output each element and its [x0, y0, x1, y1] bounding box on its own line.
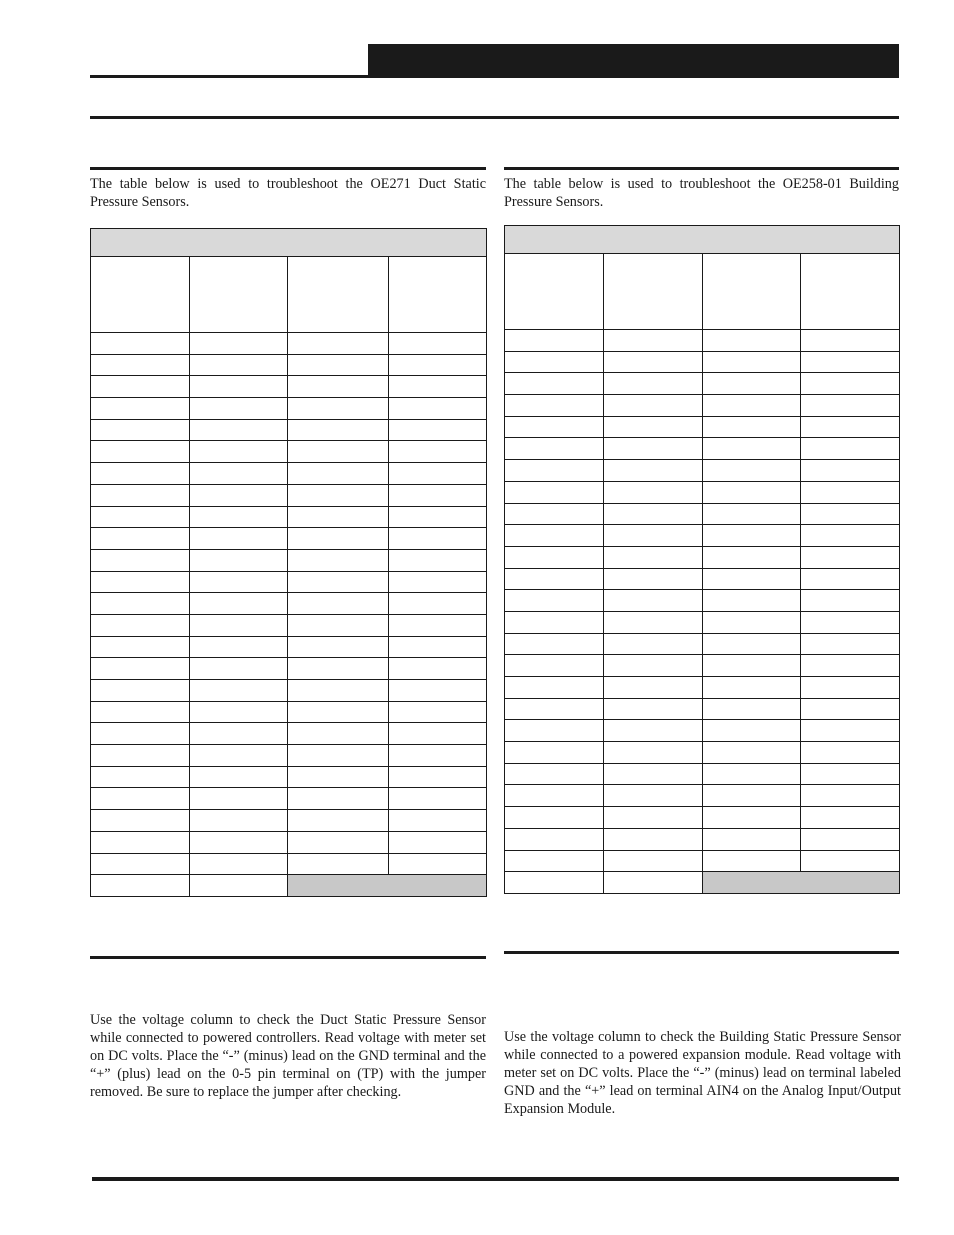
table-row	[505, 655, 900, 677]
table-cell	[190, 549, 288, 571]
table-row	[91, 398, 487, 420]
table-cell	[505, 395, 604, 417]
table-cell	[801, 611, 900, 633]
table-cell	[703, 720, 801, 742]
table-row	[505, 850, 900, 872]
table-cell	[604, 330, 703, 352]
footer-rule	[92, 1177, 899, 1181]
table-cell	[604, 655, 703, 677]
table-cell	[801, 633, 900, 655]
table-cell	[288, 766, 389, 788]
table-cell	[505, 546, 604, 568]
table-cell	[288, 528, 389, 550]
right-note-text: Use the voltage column to check the Building Static Pressure Sensor while connected to a powered expansion module. Read voltage with meter set on DC volts. Place the “-” (minus) lead on terminal labeled GND and the “+” lead on terminal AIN4 on the Analog Input/Output Expansion Module.	[504, 1029, 901, 1117]
table-row	[91, 484, 487, 506]
table-cell	[190, 571, 288, 593]
table-cell	[505, 373, 604, 395]
table-row	[91, 875, 487, 897]
table-cell	[703, 655, 801, 677]
table-header-cell	[389, 257, 487, 333]
table-cell	[389, 658, 487, 680]
table-cell	[505, 438, 604, 460]
table-cell	[288, 549, 389, 571]
table-cell	[190, 614, 288, 636]
table-cell	[389, 810, 487, 832]
table-cell	[190, 398, 288, 420]
table-cell	[91, 766, 190, 788]
table-cell	[505, 525, 604, 547]
table-header-cell	[604, 254, 703, 330]
table-row	[91, 766, 487, 788]
table-cell	[703, 416, 801, 438]
table-cell	[703, 763, 801, 785]
table-cell	[91, 528, 190, 550]
table-row	[505, 330, 900, 352]
table-cell	[505, 807, 604, 829]
table-title-cell	[505, 226, 900, 254]
table-cell	[703, 698, 801, 720]
table-cell	[288, 701, 389, 723]
table-cell	[190, 701, 288, 723]
table-row	[91, 658, 487, 680]
table-cell	[801, 763, 900, 785]
table-cell	[703, 373, 801, 395]
table-cell	[91, 810, 190, 832]
table-cell	[288, 788, 389, 810]
table-row	[505, 785, 900, 807]
table-cell	[288, 441, 389, 463]
table-cell	[801, 460, 900, 482]
table-cell	[190, 766, 288, 788]
table-cell	[91, 745, 190, 767]
table-row	[91, 419, 487, 441]
table-cell	[703, 742, 801, 764]
table-cell	[703, 611, 801, 633]
table-cell	[801, 438, 900, 460]
building-pressure-table	[504, 225, 900, 894]
table-cell	[91, 614, 190, 636]
table-cell	[190, 593, 288, 615]
table-row	[505, 872, 900, 894]
table-cell	[604, 807, 703, 829]
table-cell	[389, 354, 487, 376]
table-header-cell	[505, 254, 604, 330]
table-row	[91, 463, 487, 485]
table-cell	[703, 525, 801, 547]
table-cell	[703, 677, 801, 699]
table-cell-shaded	[703, 872, 900, 894]
duct-static-pressure-table	[90, 228, 487, 897]
table-cell	[801, 742, 900, 764]
table-row	[505, 351, 900, 373]
table-cell	[190, 658, 288, 680]
section-rule	[90, 116, 899, 119]
table-cell	[505, 590, 604, 612]
table-cell	[604, 525, 703, 547]
table-row	[505, 568, 900, 590]
table-cell	[288, 658, 389, 680]
table-cell	[604, 590, 703, 612]
table-cell	[389, 398, 487, 420]
table-cell	[801, 850, 900, 872]
table-cell	[703, 460, 801, 482]
table-cell	[288, 506, 389, 528]
table-header-cell	[91, 257, 190, 333]
table-row	[91, 831, 487, 853]
table-cell	[505, 720, 604, 742]
right-section-rule	[504, 951, 899, 954]
table-cell	[604, 546, 703, 568]
table-cell	[190, 853, 288, 875]
table-row	[91, 354, 487, 376]
table-cell	[801, 395, 900, 417]
table-row	[91, 853, 487, 875]
table-cell	[604, 763, 703, 785]
table-cell	[604, 633, 703, 655]
table-cell	[604, 351, 703, 373]
table-cell	[288, 614, 389, 636]
table-cell	[703, 351, 801, 373]
table-cell	[703, 481, 801, 503]
table-cell	[801, 720, 900, 742]
table-cell	[801, 330, 900, 352]
table-row	[505, 611, 900, 633]
table-cell	[389, 701, 487, 723]
table-row	[91, 549, 487, 571]
table-cell	[190, 788, 288, 810]
table-cell	[389, 549, 487, 571]
table-cell	[91, 506, 190, 528]
table-cell	[703, 395, 801, 417]
table-cell	[389, 484, 487, 506]
table-cell	[91, 680, 190, 702]
table-row	[505, 525, 900, 547]
table-cell-shaded	[288, 875, 487, 897]
table-cell	[389, 333, 487, 355]
table-cell	[801, 807, 900, 829]
table-cell	[91, 788, 190, 810]
table-cell	[801, 698, 900, 720]
table-cell	[389, 463, 487, 485]
table-cell	[91, 723, 190, 745]
table-cell	[604, 568, 703, 590]
table-cell	[505, 416, 604, 438]
table-cell	[91, 419, 190, 441]
table-cell	[288, 810, 389, 832]
table-cell	[505, 828, 604, 850]
header-bar	[368, 44, 899, 78]
table-cell	[801, 590, 900, 612]
table-row	[505, 633, 900, 655]
table-cell	[604, 611, 703, 633]
table-cell	[91, 853, 190, 875]
table-row	[91, 506, 487, 528]
table-cell	[190, 354, 288, 376]
table-row	[505, 828, 900, 850]
table-cell	[389, 376, 487, 398]
table-cell	[389, 853, 487, 875]
table-cell	[91, 875, 190, 897]
table-cell	[604, 742, 703, 764]
table-cell	[604, 720, 703, 742]
table-cell	[190, 419, 288, 441]
table-cell	[288, 723, 389, 745]
table-header-cell	[801, 254, 900, 330]
table-cell	[703, 546, 801, 568]
table-cell	[703, 503, 801, 525]
table-cell	[389, 571, 487, 593]
table-cell	[801, 351, 900, 373]
table-cell	[91, 484, 190, 506]
table-cell	[190, 745, 288, 767]
left-section-rule	[90, 956, 486, 959]
header-rule	[90, 75, 370, 78]
table-cell	[190, 528, 288, 550]
table-title-cell	[91, 229, 487, 257]
right-intro-text: The table below is used to troubleshoot the OE258-01 Building Pressure Sensors.	[504, 176, 899, 210]
table-cell	[389, 419, 487, 441]
table-cell	[801, 785, 900, 807]
table-row	[91, 441, 487, 463]
table-cell	[91, 593, 190, 615]
table-cell	[505, 677, 604, 699]
table-row	[91, 571, 487, 593]
table-cell	[505, 655, 604, 677]
table-cell	[703, 633, 801, 655]
table-cell	[91, 376, 190, 398]
table-cell	[801, 525, 900, 547]
table-cell	[604, 698, 703, 720]
table-row	[91, 810, 487, 832]
table-cell	[505, 351, 604, 373]
table-cell	[91, 658, 190, 680]
table-cell	[288, 853, 389, 875]
table-cell	[604, 677, 703, 699]
table-row	[505, 546, 900, 568]
table-cell	[505, 460, 604, 482]
table-row	[91, 333, 487, 355]
table-cell	[604, 438, 703, 460]
table-cell	[389, 680, 487, 702]
table-cell	[505, 785, 604, 807]
table-row	[505, 590, 900, 612]
left-intro-text: The table below is used to troubleshoot the OE271 Duct Static Pressure Sensors.	[90, 176, 486, 210]
table-row	[91, 788, 487, 810]
table-row	[91, 745, 487, 767]
table-cell	[703, 438, 801, 460]
table-cell	[389, 636, 487, 658]
table-cell	[703, 330, 801, 352]
table-cell	[505, 481, 604, 503]
table-cell	[288, 419, 389, 441]
table-cell	[505, 330, 604, 352]
left-note-text: Use the voltage column to check the Duct Static Pressure Sensor while connected to powered controllers. Read voltage with meter set on DC volts. Place the “-” (minus) lead on the GND terminal and the “+” (plus) lead on the 0-5 pin terminal on (TP) with the jumper removed. Be sure to replace the jumper after checking.	[90, 1012, 486, 1100]
table-cell	[190, 636, 288, 658]
table-row	[505, 720, 900, 742]
table-cell	[604, 850, 703, 872]
table-cell	[190, 441, 288, 463]
table-cell	[190, 463, 288, 485]
table-cell	[288, 484, 389, 506]
table-cell	[288, 593, 389, 615]
table-cell	[91, 636, 190, 658]
table-cell	[190, 680, 288, 702]
table-cell	[604, 460, 703, 482]
table-cell	[389, 745, 487, 767]
table-row	[505, 460, 900, 482]
table-cell	[703, 850, 801, 872]
left-heading-rule	[90, 167, 486, 170]
table-row	[505, 481, 900, 503]
table-row	[505, 373, 900, 395]
table-row	[91, 614, 487, 636]
table-cell	[91, 831, 190, 853]
table-cell	[190, 723, 288, 745]
table-row	[505, 416, 900, 438]
table-cell	[505, 850, 604, 872]
table-cell	[801, 546, 900, 568]
table-cell	[703, 828, 801, 850]
table-cell	[801, 568, 900, 590]
table-cell	[91, 463, 190, 485]
table-cell	[604, 373, 703, 395]
table-header-cell	[288, 257, 389, 333]
table-cell	[604, 416, 703, 438]
table-cell	[288, 636, 389, 658]
table-cell	[505, 742, 604, 764]
table-cell	[389, 528, 487, 550]
table-cell	[801, 503, 900, 525]
table-cell	[505, 633, 604, 655]
table-cell	[801, 677, 900, 699]
table-cell	[703, 785, 801, 807]
table-cell	[604, 828, 703, 850]
table-cell	[703, 568, 801, 590]
table-cell	[604, 481, 703, 503]
table-cell	[190, 831, 288, 853]
table-cell	[91, 701, 190, 723]
table-cell	[801, 481, 900, 503]
table-cell	[389, 723, 487, 745]
table-cell	[288, 333, 389, 355]
table-cell	[288, 831, 389, 853]
table-cell	[389, 614, 487, 636]
table-cell	[703, 807, 801, 829]
right-heading-rule	[504, 167, 899, 170]
table-cell	[288, 571, 389, 593]
table-cell	[288, 745, 389, 767]
table-cell	[604, 872, 703, 894]
table-cell	[389, 441, 487, 463]
table-cell	[703, 590, 801, 612]
table-cell	[505, 872, 604, 894]
table-header-cell	[703, 254, 801, 330]
table-row	[505, 807, 900, 829]
table-row	[505, 677, 900, 699]
table-cell	[91, 333, 190, 355]
table-cell	[288, 354, 389, 376]
table-cell	[389, 766, 487, 788]
table-row	[505, 438, 900, 460]
table-cell	[190, 875, 288, 897]
table-cell	[801, 373, 900, 395]
table-cell	[505, 763, 604, 785]
table-cell	[604, 395, 703, 417]
table-cell	[505, 568, 604, 590]
table-cell	[604, 503, 703, 525]
table-cell	[288, 376, 389, 398]
table-cell	[505, 698, 604, 720]
table-cell	[288, 680, 389, 702]
table-cell	[190, 333, 288, 355]
table-cell	[91, 398, 190, 420]
table-cell	[389, 788, 487, 810]
table-cell	[91, 549, 190, 571]
table-cell	[288, 463, 389, 485]
table-cell	[389, 506, 487, 528]
table-cell	[91, 441, 190, 463]
table-cell	[288, 398, 389, 420]
table-row	[91, 723, 487, 745]
table-cell	[91, 354, 190, 376]
table-cell	[91, 571, 190, 593]
table-row	[91, 376, 487, 398]
table-cell	[801, 655, 900, 677]
table-row	[91, 593, 487, 615]
table-row	[91, 680, 487, 702]
table-cell	[801, 416, 900, 438]
table-cell	[505, 503, 604, 525]
table-cell	[389, 593, 487, 615]
table-row	[505, 698, 900, 720]
table-cell	[190, 810, 288, 832]
table-row	[91, 528, 487, 550]
table-cell	[604, 785, 703, 807]
table-row	[91, 701, 487, 723]
table-row	[91, 636, 487, 658]
table-cell	[190, 506, 288, 528]
table-row	[505, 503, 900, 525]
table-row	[505, 742, 900, 764]
table-header-cell	[190, 257, 288, 333]
table-row	[505, 763, 900, 785]
table-row	[505, 395, 900, 417]
table-cell	[801, 828, 900, 850]
table-cell	[190, 484, 288, 506]
table-cell	[389, 831, 487, 853]
table-cell	[505, 611, 604, 633]
table-cell	[190, 376, 288, 398]
